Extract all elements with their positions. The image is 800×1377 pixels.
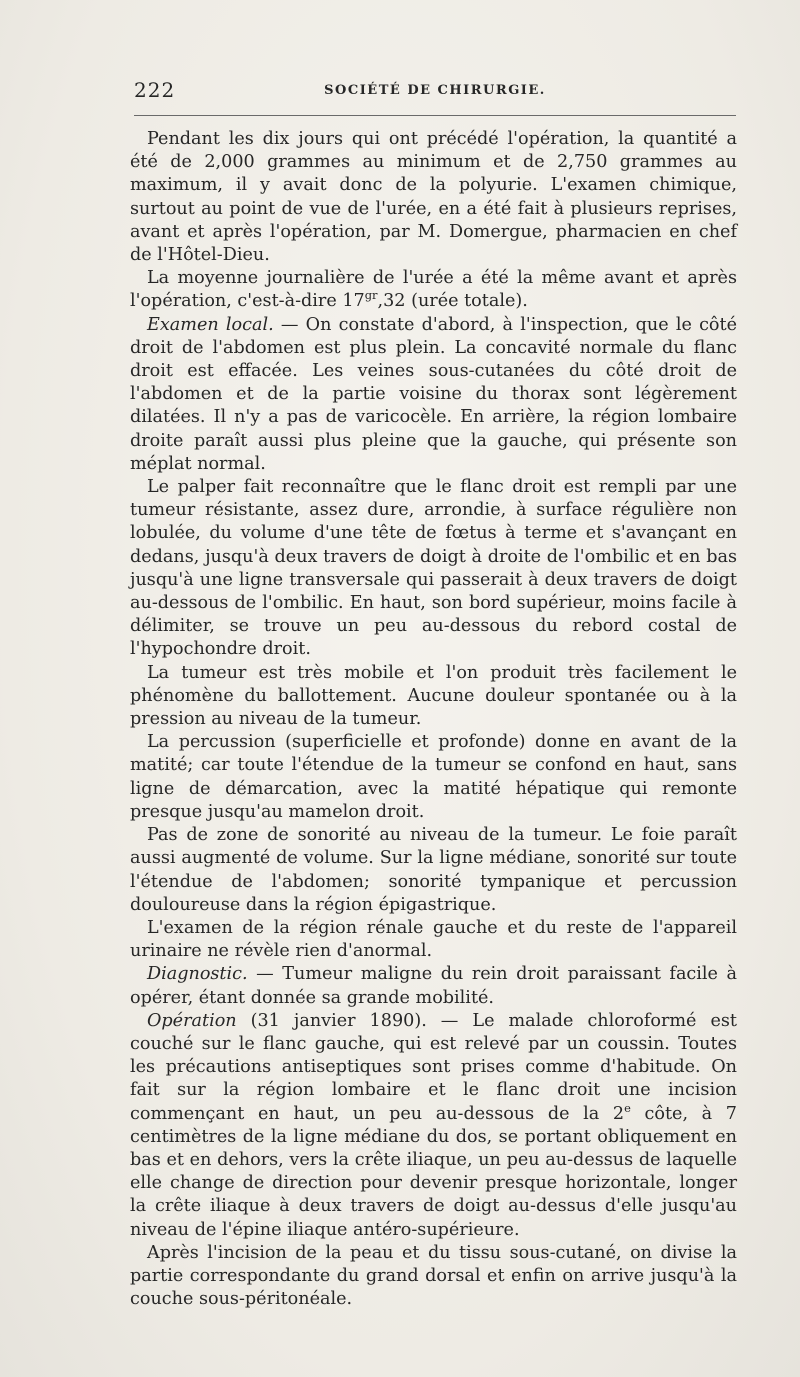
section-label: Examen local. <box>147 314 274 335</box>
paragraph: Diagnostic. — Tumeur maligne du rein droit paraissant facile à opérer, étant donnée sa grande mobilité. <box>130 964 737 1008</box>
paragraph: La moyenne journalière de l'urée a été la même avant et après l'opération, c'est-à-dire $17^{gr},32$ (urée totale). <box>130 268 737 312</box>
header-rule <box>134 115 736 116</box>
paragraph: La percussion (superficielle et profonde) donne en avant de la matité; car toute l'étendue de la tumeur se confond en haut, sans ligne de démarcation, avec la matité hépatique qui remonte presque jusqu'au mamelon droit. <box>130 732 737 822</box>
paragraph: L'examen de la région rénale gauche et du reste de l'appareil urinaire ne révèle rien d'anormal. <box>130 917 737 962</box>
paragraph: Le palper fait reconnaître que le flanc droit est rempli par une tumeur résistante, assez dure, arrondie, à surface régulière non lobulée, du volume d'une tête de fœtus à terme et s'avançant en dedans, jusqu'à deux travers de doigt à droite de l'ombilic et en bas jusqu'à une ligne transversale qui passerait à deux travers de doigt au-dessous de l'ombilic. En haut, son bord supérieur, moins facile à délimiter, se trouve un peu au-dessous du rebord costal de l'hypochondre droit. <box>130 477 737 660</box>
page-header <box>134 78 736 102</box>
paragraph: La tumeur est très mobile et l'on produit très facilement le phénomène du ballottement. Aucune douleur spontanée ou à la pression au niveau de la tumeur. <box>130 662 737 730</box>
superscript: e <box>624 1100 631 1115</box>
body-text <box>130 128 737 1311</box>
section-label: Diagnostic. <box>147 964 248 985</box>
paragraph: Pendant les dix jours qui ont précédé l'opération, la quantité a été de 2,000 grammes au minimum et de 2,750 grammes au maximum, il y avait donc de la polyurie. L'examen chimique, surtout au point de vue de l'urée, en a été fait à plusieurs reprises, avant et après l'opération, par M. Domergue, pharmacien en chef de l'Hôtel-Dieu. <box>130 129 737 266</box>
section-label: Opération <box>147 1010 237 1031</box>
paragraph: Examen local. — On constate d'abord, à l'inspection, que le côté droit de l'abdomen est plus plein. La concavité normale du flanc droit est effacée. Les veines sous-cutanées du côté droit de l'abdomen et de la partie voisine du thorax sont légèrement dilatées. Il n'y a pas de varicocèle. En arrière, la région lombaire droite paraît aussi plus pleine que la gauche, qui présente son méplat normal. <box>130 314 738 474</box>
running-title: SOCIÉTÉ DE CHIRURGIE. <box>324 83 546 98</box>
paragraph: Après l'incision de la peau et du tissu sous-cutané, on divise la partie correspondante du grand dorsal et enfin on arrive jusqu'à la couche sous-péritonéale. <box>130 1242 737 1310</box>
paragraph: Opération (31 janvier 1890). — Le malade chloroformé est couché sur le flanc gauche, qui est relevé par un coussin. Toutes les précautions antiseptiques sont prises comme d'habitude. On fait sur la région lombaire et le flanc droit une incision commençant en haut, un peu au-dessous de la 2e côte, à 7 centimètres de la ligne médiane du dos, se portant obliquement en bas et en dehors, vers la crête iliaque, un peu au-dessus de laquelle elle change de direction pour devenir presque horizontale, longer la crête iliaque à deux travers de doigt au-dessus d'elle jusqu'au niveau de l'épine iliaque antéro-supérieure. <box>130 1010 738 1240</box>
page-number: 222 <box>134 78 176 102</box>
superscript: gr <box>364 288 378 303</box>
paragraph: Pas de zone de sonorité au niveau de la tumeur. Le foie paraît aussi augmenté de volume. Sur la ligne médiane, sonorité sur toute l'étendue de l'abdomen; sonorité tympanique et percussion douloureuse dans la région épigastrique. <box>130 825 737 915</box>
